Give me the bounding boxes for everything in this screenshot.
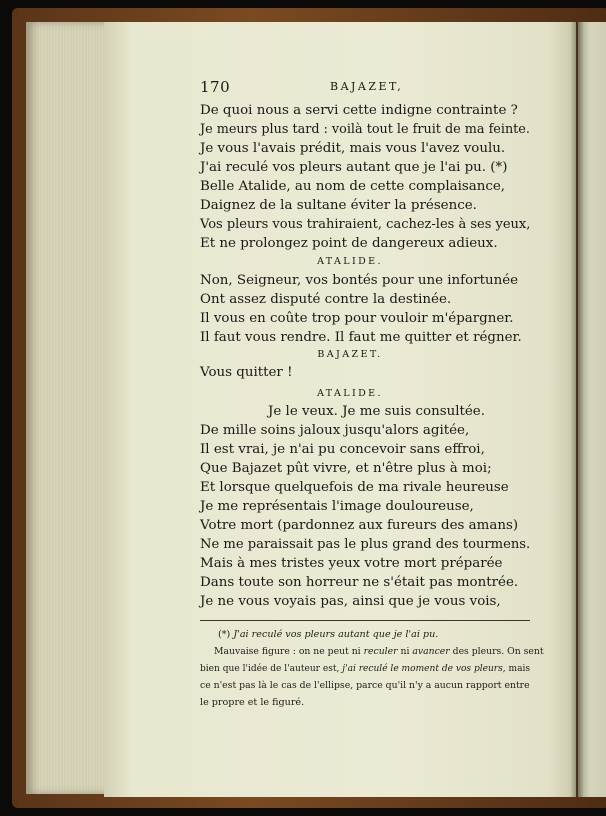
book-gutter xyxy=(570,22,584,797)
verse-line: De mille soins jaloux jusqu'alors agitée, xyxy=(200,423,470,438)
running-head: BAJAZET, xyxy=(330,80,404,93)
footnote-line: ce n'est pas là le cas de l'ellipse, parce qu'il n'y a aucun rapport entre xyxy=(200,680,530,691)
footnote-italic: j'ai reculé le moment de vos pleurs xyxy=(342,663,503,674)
footnote-italic: reculer xyxy=(363,646,398,657)
speaker-name: ATALIDE. xyxy=(317,388,383,399)
verse-line: Vos pleurs vous trahiraient, cachez-les à ses yeux, xyxy=(200,217,531,232)
verse-line: Daignez de la sultane éviter la présence. xyxy=(200,198,477,213)
footnote-quote: J'ai reculé vos pleurs autant que je l'ai pu. xyxy=(233,629,439,640)
verse-line: Et lorsque quelquefois de ma rivale heureuse xyxy=(200,480,509,495)
verse-line: Que Bajazet pût vivre, et n'être plus à moi; xyxy=(200,461,492,476)
footnote-italic: avancer xyxy=(412,646,450,657)
speaker-name: ATALIDE. xyxy=(317,256,383,267)
verse-line: Je ne vous voyais pas, ainsi que je vous vois, xyxy=(200,594,501,609)
verse-line: Votre mort (pardonnez aux fureurs des amans) xyxy=(200,518,519,533)
verse-line: Dans toute son horreur ne s'était pas montrée. xyxy=(200,575,519,590)
footnote-text: ni xyxy=(400,646,410,657)
verse-line: Je meurs plus tard : voilà tout le fruit de ma feinte. xyxy=(200,122,530,137)
verse-line: Il vous en coûte trop pour vouloir m'épargner. xyxy=(200,311,514,326)
verse-line: Ne me paraissait pas le plus grand des tourmens. xyxy=(200,537,531,552)
verse-line: Je me représentais l'image douloureuse, xyxy=(200,499,474,514)
footnote-rule xyxy=(200,620,530,621)
verse-line: Et ne prolongez point de dangereux adieux. xyxy=(200,236,498,251)
footnote-heading xyxy=(218,630,438,640)
footnote-line xyxy=(200,664,530,674)
footnote-text: , mais xyxy=(502,663,531,674)
verse-line: Il faut vous rendre. Il faut me quitter et régner. xyxy=(200,330,522,345)
footnote-marker: (*) xyxy=(218,629,231,640)
footnote-text: Mauvaise figure : on ne peut ni xyxy=(214,646,361,657)
verse-line: Non, Seigneur, vos bontés pour une infortunée xyxy=(200,273,519,288)
verse-line: Je le veux. Je me suis consultée. xyxy=(268,404,485,419)
page-edges xyxy=(26,22,106,794)
verse-line: Ont assez disputé contre la destinée. xyxy=(200,292,452,307)
verse-line: De quoi nous a servi cette indigne contrainte ? xyxy=(200,103,518,118)
verse-line: Je vous l'avais prédit, mais vous l'avez voulu. xyxy=(200,141,506,156)
page-number: 170 xyxy=(200,78,231,96)
verse-line: J'ai reculé vos pleurs autant que je l'ai pu. (*) xyxy=(200,160,508,175)
footnote-line xyxy=(214,647,544,657)
verse-line: Il est vrai, je n'ai pu concevoir sans effroi, xyxy=(200,442,485,457)
verse-line: Belle Atalide, au nom de cette complaisance, xyxy=(200,179,506,194)
footnote-text: des pleurs. On sent xyxy=(452,646,544,657)
footnote-line: le propre et le figuré. xyxy=(200,697,305,708)
footnote-text: bien que l'idée de l'auteur est, xyxy=(200,663,340,674)
verse-line: Mais à mes tristes yeux votre mort préparée xyxy=(200,556,503,571)
page-header xyxy=(200,78,530,98)
speaker-name: BAJAZET. xyxy=(317,349,383,360)
verse-line: Vous quitter ! xyxy=(200,365,293,380)
